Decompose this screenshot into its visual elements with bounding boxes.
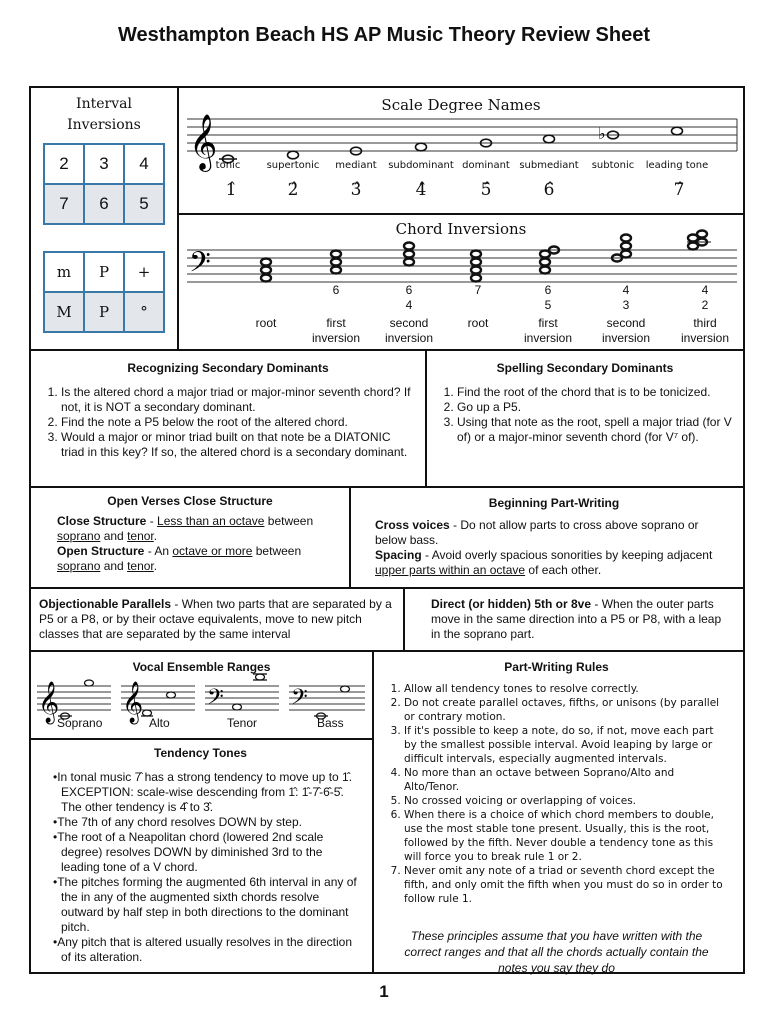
page-title: Westhampton Beach HS AP Music Theory Review Sheet <box>118 24 650 46</box>
chord-inversions-panel <box>177 213 745 351</box>
inversion-label-line: root <box>467 316 489 330</box>
degree-name-dominant: dominant <box>462 160 510 171</box>
chord-note <box>331 267 341 274</box>
spacing-label: Spacing <box>375 548 422 562</box>
treble-clef-icon: 𝄞 <box>189 114 218 170</box>
list-item <box>53 935 358 965</box>
chord-note <box>621 243 631 250</box>
text-span: The pitches forming the augmented 6th interval in any of the in any of the augmented sixth chords resolve outward by half step in both directions to the dominant pitch. <box>57 875 357 934</box>
objectionable-parallels-panel <box>29 587 405 652</box>
text-span: The 7th of any chord resolves DOWN by step. <box>57 815 302 829</box>
list-item: 4. No more than an octave between Soprano/Alto and Alto/Tenor. <box>404 766 729 794</box>
interval-title-line2: Inversions <box>67 117 141 133</box>
interval-number-cell: 7 <box>44 184 84 224</box>
note-subdominant <box>416 143 427 151</box>
bullet-icon: • <box>53 830 58 844</box>
degree-number: 1̂ <box>225 180 237 200</box>
text-span: - An <box>144 544 173 558</box>
inversion-label-line: first <box>326 316 346 330</box>
open-close-title: Open Verses Close Structure <box>107 494 273 508</box>
interval-quality-cell: ° <box>124 292 164 332</box>
text-span: tenor <box>127 529 154 543</box>
chord-note <box>621 251 631 258</box>
interval-quality-cell: M <box>44 292 84 332</box>
figure-top: 6 <box>544 283 552 297</box>
figure-top: 7 <box>474 283 482 297</box>
inversion-label-line: inversion <box>680 331 730 345</box>
text-span: The root of a Neapolitan chord (lowered 2nd scale degree) resolves DOWN by diminished 3rd to the leading tone of a V chord. <box>57 830 324 874</box>
note-submediant <box>544 135 555 143</box>
chord-note <box>261 267 271 274</box>
bullet-icon: • <box>53 935 58 949</box>
inversion-label <box>443 316 513 331</box>
list-item <box>53 770 358 815</box>
text-span: Any pitch that is altered usually resolves in the direction of its alteration. <box>57 935 353 964</box>
close-structure-text <box>57 514 339 544</box>
text-span: - When the outer parts move in the same direction into a P5 or P8, with a leap in the soprano part. <box>431 597 722 641</box>
bass-clef-icon: 𝄢 <box>291 685 308 715</box>
interval-number-cell: 4 <box>124 144 164 184</box>
text-span: and <box>100 529 128 543</box>
interval-quality-cell: + <box>124 252 164 292</box>
interval-quality-cell: P <box>84 252 124 292</box>
rules-note: These principles assume that you have written with the correct ranges and that all the chords actually contain the notes you say they do <box>404 929 709 975</box>
spelling-title: Spelling Secondary Dominants <box>496 361 674 375</box>
bullet-icon: • <box>53 875 58 889</box>
text-span: In tonal music 7̂ has a strong tendency to move up to 1̂. EXCEPTION: scale-wise descending from 1̂: 1̂-7̂-6̂-5̂. The other tendency is 4̂ to 3̂. <box>57 770 353 814</box>
inversion-label-line: inversion <box>311 331 361 345</box>
chord-note <box>404 259 414 266</box>
range-note-high <box>341 686 350 692</box>
text-span: - When two parts that are separated by a P5 or a P8, or by their octave equivalents, move to new pitch classes that are separated by the same interval <box>39 597 392 641</box>
range-note-high <box>85 680 94 686</box>
bullet-icon: • <box>53 815 58 829</box>
bass-clef-icon: 𝄢 <box>189 246 211 286</box>
text-span: tenor <box>127 559 154 573</box>
inversion-label-line: second <box>606 316 646 330</box>
list-item: 6. When there is a choice of which chord members to double, use the most stable tone present. Usually, this is the root, followed by the fifth. Never double a tendency tone as this will force you to break rule 1 or 2. <box>404 808 729 864</box>
degree-number: 4̂ <box>415 180 427 200</box>
direct-fifth-panel <box>403 587 745 652</box>
list-item: 3. If it's possible to keep a note, do so, if not, move each part by the smallest possible interval. Avoid leaping by large or difficult intervals, especially augmented intervals. <box>404 724 729 766</box>
degree-name-subdominant: subdominant <box>388 160 454 171</box>
list-item: 7. Never omit any note of a triad or seventh chord except the fifth, and only omit the fifth when you must do so in order to follow rule 1. <box>404 864 729 906</box>
tenor-clef-icon: 𝄢 <box>207 685 224 715</box>
text-span: of each other. <box>525 563 602 577</box>
rules-list <box>404 682 729 906</box>
inversion-label <box>374 316 444 346</box>
figure-bottom: 5 <box>544 298 552 312</box>
chord-note <box>621 235 631 242</box>
text-span: soprano <box>57 529 101 543</box>
interval-number-cell: 5 <box>124 184 164 224</box>
list-item <box>53 815 358 830</box>
close-structure-label: Close Structure <box>57 514 147 528</box>
bullet-icon: • <box>53 770 58 784</box>
part-writing-rules-panel <box>372 650 745 974</box>
interval-quality-cell: P <box>84 292 124 332</box>
interval-number-grid <box>43 143 165 225</box>
recognizing-secondary-dominants-panel <box>29 349 427 488</box>
text-span: - <box>146 514 158 528</box>
text-span: soprano <box>57 559 101 573</box>
open-structure-text <box>57 544 339 574</box>
inversion-label-line: inversion <box>601 331 651 345</box>
scale-degree-panel <box>177 86 745 215</box>
note-supertonic <box>288 151 299 159</box>
degree-name-submediant: submediant <box>519 160 579 171</box>
list-item: 5. No crossed voicing or overlapping of voices. <box>404 794 729 808</box>
figure-bottom: 4 <box>405 298 413 312</box>
direct-text <box>431 597 733 642</box>
chord-note <box>404 251 414 258</box>
degree-number: 5̂ <box>480 180 492 200</box>
note-leading-tone <box>672 127 683 135</box>
degree-number: 3̂ <box>350 180 362 200</box>
inversion-label-line: second <box>389 316 429 330</box>
objectionable-label: Objectionable Parallels <box>39 597 172 611</box>
interval-number-cell: 3 <box>84 144 124 184</box>
degree-number: 7̂ <box>673 180 685 200</box>
tendency-tones-panel <box>29 738 374 974</box>
soprano-clef-icon: 𝄞 <box>38 682 60 723</box>
inversion-label <box>670 316 740 346</box>
figure-top: 6 <box>405 283 413 297</box>
range-note-low <box>233 704 242 710</box>
alto-clef-icon: 𝄞 <box>122 682 144 723</box>
text-span: and <box>100 559 128 573</box>
flat-sign: ♭ <box>598 124 606 143</box>
scale-degree-title: Scale Degree Names <box>381 96 541 114</box>
recognizing-list <box>61 385 417 460</box>
list-item: 2. Do not create parallel octaves, fifths, or unisons (by parallel or contrary motion. <box>404 696 729 724</box>
list-item <box>53 830 358 875</box>
text-span: between <box>264 514 314 528</box>
list-item: 1. Is the altered chord a major triad or major-minor seventh chord? If not, it is NOT a secondary dominant. <box>61 385 417 415</box>
chord-note <box>540 267 550 274</box>
figure-bottom: 3 <box>622 298 630 312</box>
interval-number-cell: 6 <box>84 184 124 224</box>
page-number: 1 <box>379 982 389 1001</box>
inversion-label-line: inversion <box>384 331 434 345</box>
figure-top: 6 <box>332 283 340 297</box>
list-item: 1. Allow all tendency tones to resolve correctly. <box>404 682 729 696</box>
interval-inversions-panel <box>29 86 179 351</box>
spacing-text <box>375 548 733 578</box>
degree-number: 2̂ <box>287 180 299 200</box>
vocal-title: Vocal Ensemble Ranges <box>132 660 271 674</box>
chord-note <box>471 259 481 266</box>
inversion-label-line: inversion <box>523 331 573 345</box>
chord-note <box>331 259 341 266</box>
list-item <box>53 875 358 935</box>
chord-note <box>261 275 271 282</box>
inversion-label <box>231 316 301 331</box>
beginning-title: Beginning Part-Writing <box>488 496 620 510</box>
degree-name-leading-tone: leading tone <box>645 160 709 171</box>
cross-voices-label: Cross voices <box>375 518 450 532</box>
open-structure-label: Open Structure <box>57 544 145 558</box>
chord-note <box>471 267 481 274</box>
degree-name-mediant: mediant <box>335 160 377 171</box>
interval-quality-cell: m <box>44 252 84 292</box>
recognizing-title: Recognizing Secondary Dominants <box>127 361 329 375</box>
objectionable-text <box>39 597 395 642</box>
rules-title: Part-Writing Rules <box>504 660 609 674</box>
text-span: . <box>153 559 158 573</box>
chord-note <box>540 259 550 266</box>
tendency-list <box>53 770 358 965</box>
chord-inversions-title: Chord Inversions <box>395 220 527 238</box>
range-note-high <box>256 674 265 680</box>
alto-label: Alto <box>149 716 170 730</box>
spelling-list <box>457 385 735 445</box>
inversion-label-line: first <box>538 316 558 330</box>
text-span: . <box>153 529 158 543</box>
degree-number: 6̂ <box>543 180 555 200</box>
inversion-label <box>513 316 583 346</box>
tendency-title: Tendency Tones <box>154 746 247 760</box>
vocal-ranges-panel <box>29 650 374 740</box>
inversion-label-line: root <box>255 316 277 330</box>
figure-bottom: 2 <box>701 298 709 312</box>
chord-note <box>471 275 481 282</box>
text-span: - Avoid overly spacious sonorities by keeping adjacent <box>421 548 713 562</box>
chord-note <box>404 243 414 250</box>
list-item: 2. Find the note a P5 below the root of the altered chord. <box>61 415 417 430</box>
range-note-high <box>167 692 176 698</box>
spelling-secondary-dominants-panel <box>425 349 745 488</box>
list-item: 3. Using that note as the root, spell a major triad (for V of) or a major-minor seventh chord (for V⁷ of). <box>457 415 735 445</box>
degree-name-supertonic: supertonic <box>266 160 320 171</box>
list-item: 1. Find the root of the chord that is to be tonicized. <box>457 385 735 400</box>
text-span: upper parts within an octave <box>375 563 526 577</box>
open-close-structure-panel <box>29 486 351 589</box>
chord-note <box>331 251 341 258</box>
figure-top: 4 <box>701 283 709 297</box>
list-item: 3. Would a major or minor triad built on that note be a DIATONIC triad in this key? If so, the altered chord is a secondary dominant. <box>61 430 417 460</box>
list-item: 2. Go up a P5. <box>457 400 735 415</box>
tenor-label: Tenor <box>227 716 258 730</box>
interval-number-cell: 2 <box>44 144 84 184</box>
inversion-label <box>301 316 371 346</box>
soprano-label: Soprano <box>57 716 103 730</box>
interval-title-line1: Interval <box>76 96 132 112</box>
beginning-part-writing-panel <box>349 486 745 589</box>
chord-note <box>261 259 271 266</box>
figure-top: 4 <box>622 283 630 297</box>
text-span: Less than an octave <box>157 514 265 528</box>
inversion-label-line: third <box>693 316 717 330</box>
cross-voices-text <box>375 518 733 548</box>
text-span: octave or more <box>172 544 253 558</box>
inversion-label <box>591 316 661 346</box>
degree-name-subtonic: subtonic <box>591 160 635 171</box>
text-span: between <box>252 544 302 558</box>
interval-inversions-title <box>31 94 177 136</box>
chord-note <box>471 251 481 258</box>
direct-label: Direct (or hidden) 5th or 8ve <box>431 597 592 611</box>
text-span: - Do not allow parts to cross above soprano or below bass. <box>375 518 699 547</box>
chord-note <box>688 235 698 242</box>
degree-name-tonic: tonic <box>215 160 241 171</box>
bass-label: Bass <box>317 716 344 730</box>
interval-quality-grid <box>43 251 165 333</box>
